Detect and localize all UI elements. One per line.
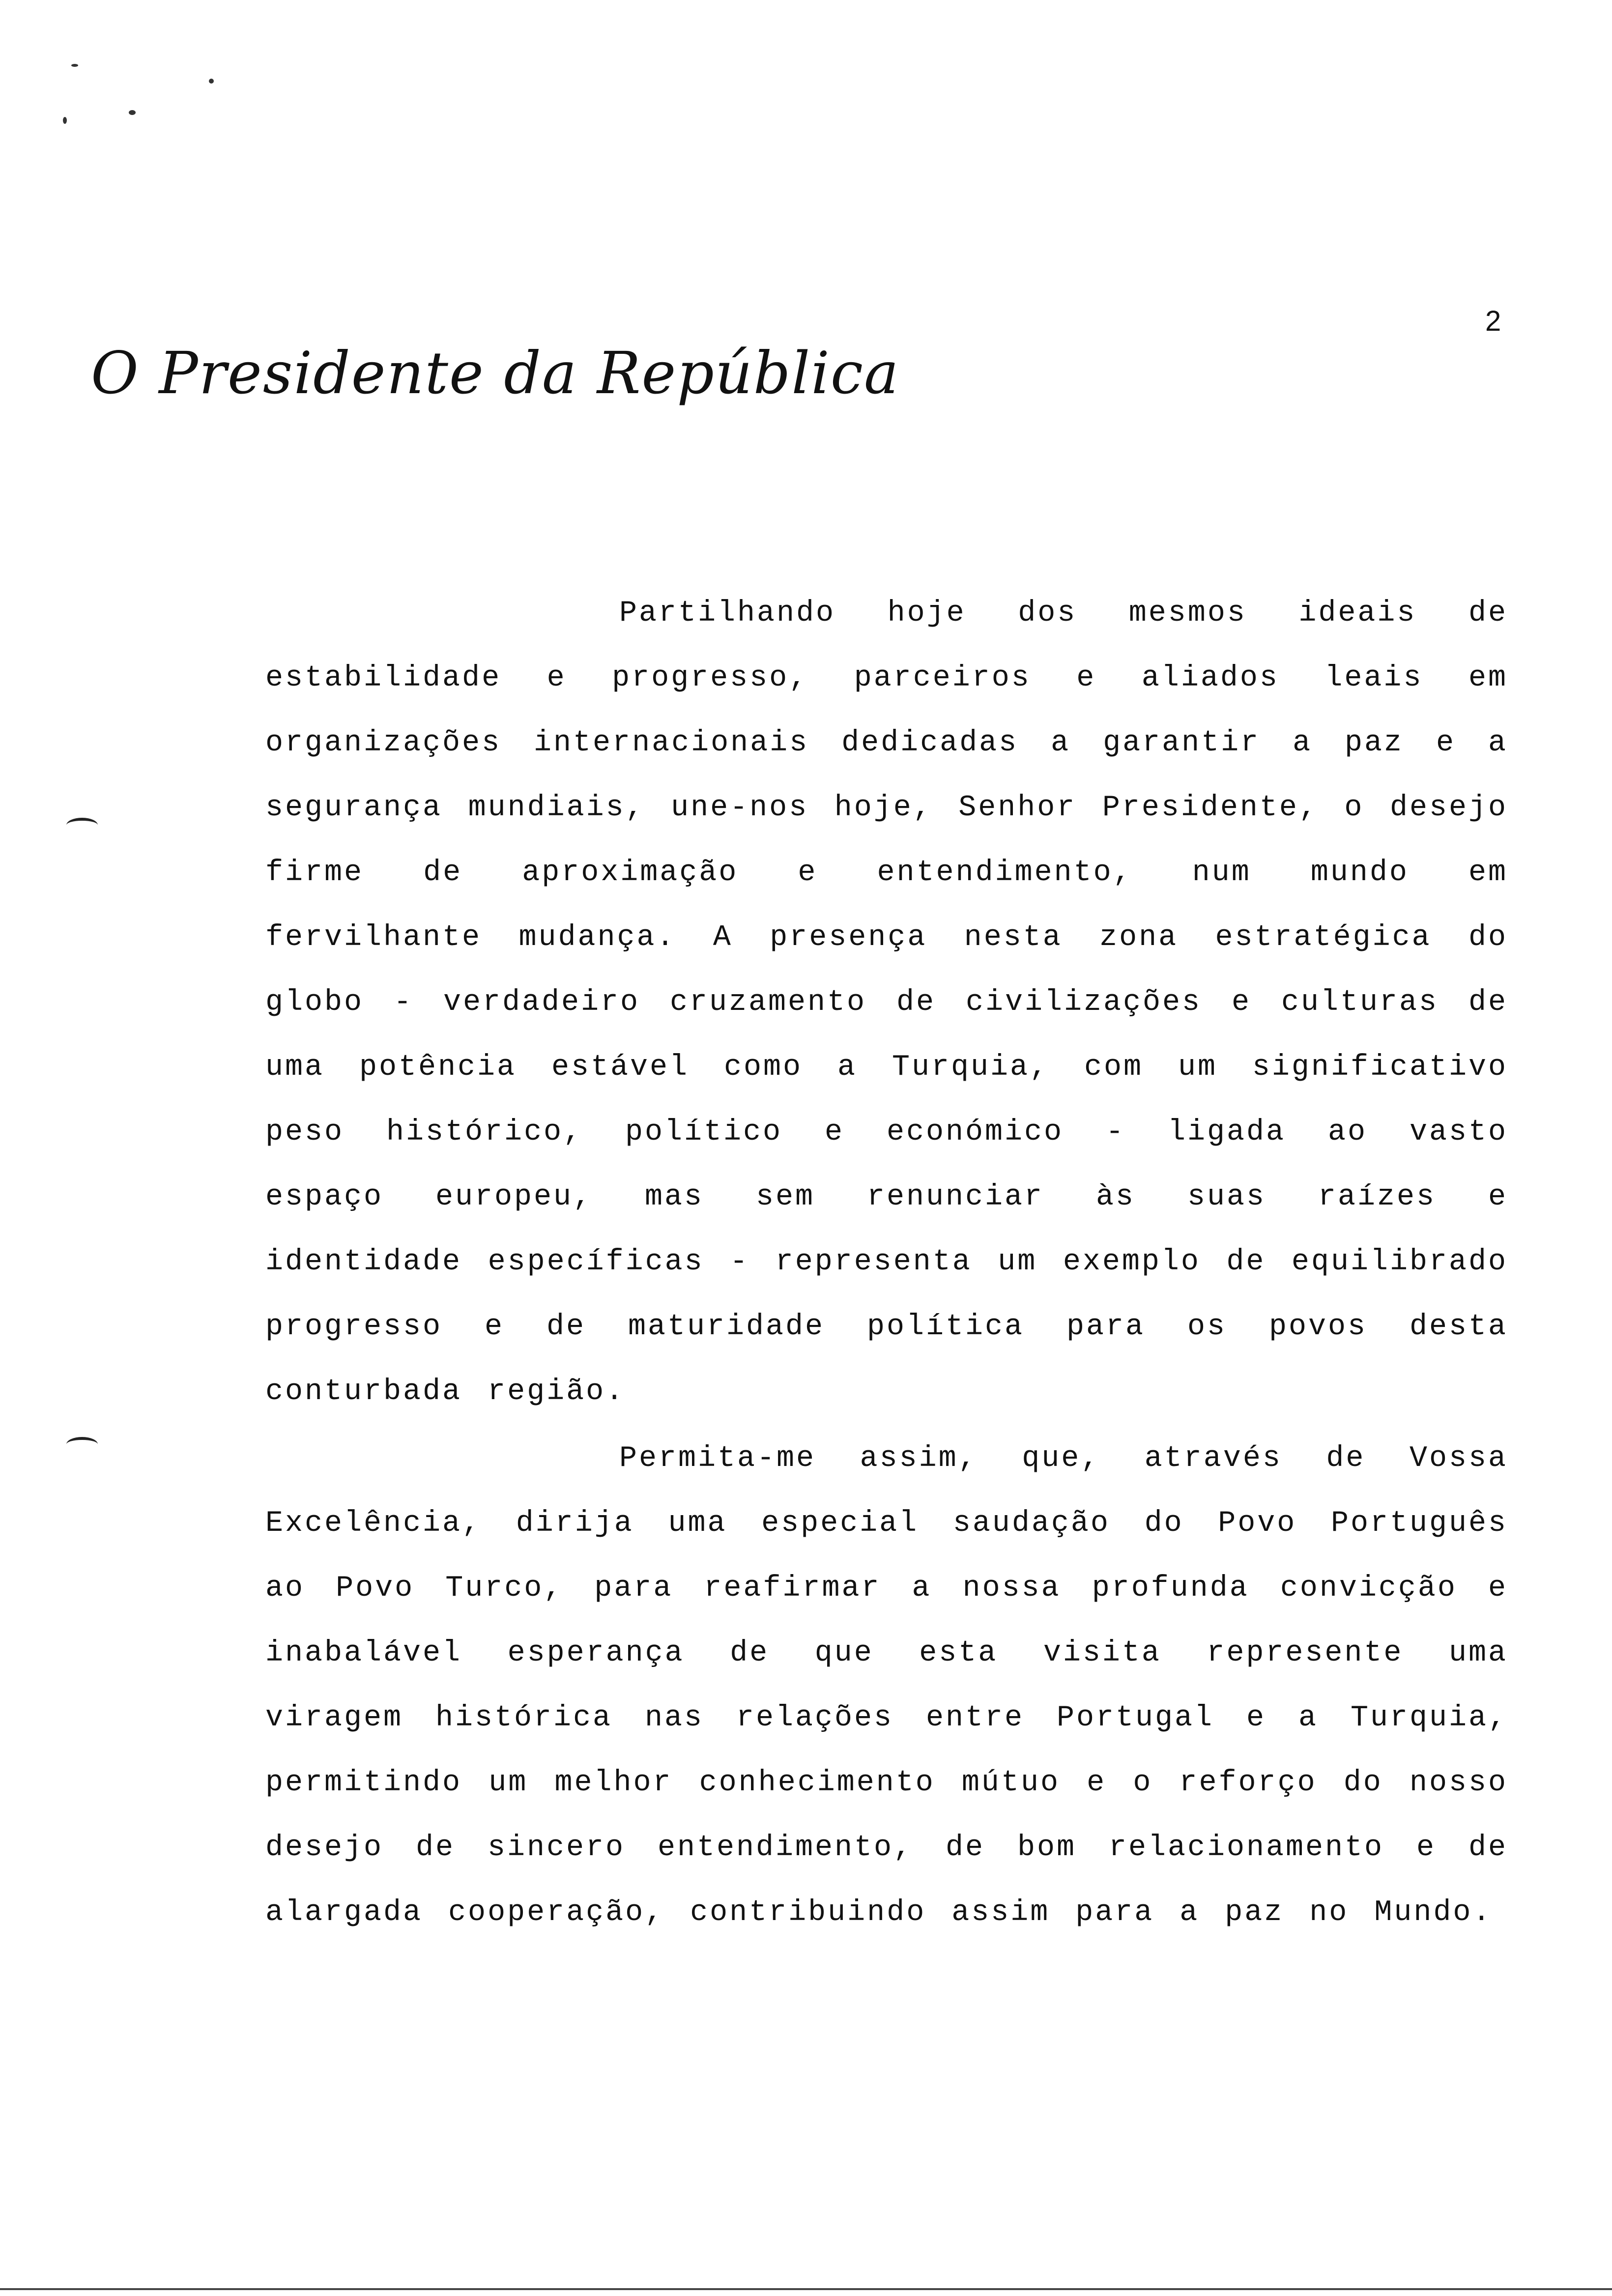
paragraph-1 [265, 581, 1508, 1424]
scan-speck [71, 64, 78, 67]
margin-mark [66, 1437, 98, 1452]
scan-speck [63, 117, 67, 124]
page-number: 2 [1485, 305, 1501, 337]
paragraph-text: Permita-me assim, que, através de Vossa Excelência, dirija uma especial saudação do Povo Português ao Povo Turco, para reafirmar a nossa profunda convicção e inabalável esperança de que esta visita represente uma viragem histórica nas relações entre Portugal e a Turquia, permitindo um melhor conhecimento mútuo e o reforço do nosso desejo de sincero entendimento, de bom relacionamento e de alargada cooperação, contribuindo assim para a paz no Mundo. [265, 1442, 1508, 1929]
scan-speck [129, 110, 136, 115]
margin-mark [66, 818, 98, 832]
scan-speck [209, 79, 214, 84]
paragraph-2 [265, 1426, 1508, 1945]
paragraph-text: Partilhando hoje dos mesmos ideais de estabilidade e progresso, parceiros e aliados leais em organizações internacionais dedicadas a garantir a paz e a segurança mundiais, une-nos hoje, Senhor Presidente, o desejo firme de aproximação e entendimento, num mundo em fervilhante mudança. A presença nesta zona estratégica do globo - verdadeiro cruzamento de civilizações e culturas de uma potência estável como a Turquia, com um significativo peso histórico, político e económico - ligada ao vasto espaço europeu, mas sem renunciar às suas raízes e identidade específicas - representa um exemplo de equilibrado progresso e de maturidade política para os povos desta conturbada região. [265, 597, 1508, 1408]
bottom-edge-line [0, 2288, 1612, 2290]
letterhead-title: O Presidente da República [91, 339, 900, 407]
